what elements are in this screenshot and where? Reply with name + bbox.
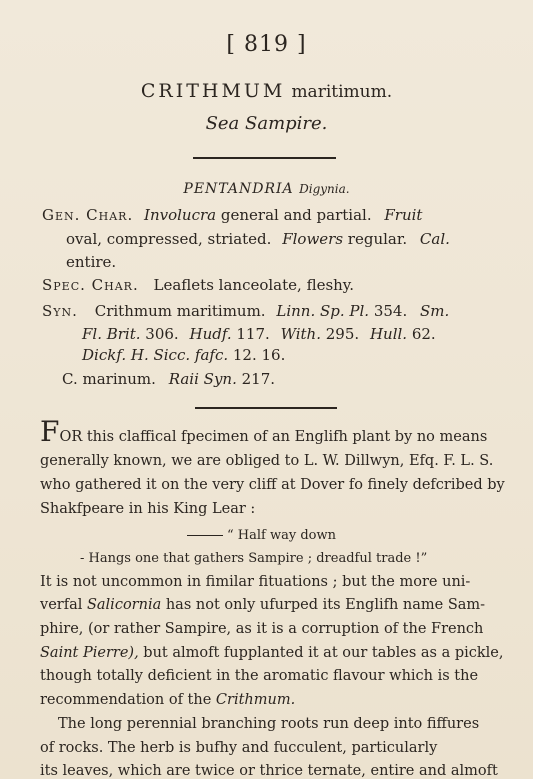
specific-character-line: Spec. Char. Leaflets lanceolate, fleshy. — [42, 276, 355, 294]
paragraph-line: It is not uncommon in fimilar fituations ; but the more uni- — [40, 574, 471, 590]
generic-character-line: entire. — [66, 253, 117, 271]
species-name: maritimum. — [291, 82, 393, 102]
syn-label: Syn. — [42, 302, 78, 320]
paragraph-line: verfal Salicornia has not only ufurped its Englifh name Sam- — [40, 597, 486, 613]
quotation-line: - Hangs one that gathers Sampire ; dreadful trade !” — [80, 551, 428, 566]
paragraph-line: Shakfpeare in his King Lear : — [40, 501, 256, 517]
paragraph-line: The long perennial branching roots run deep into fiffures — [58, 716, 480, 732]
synonym-line: Syn. Crithmum maritimum. Linn. Sp. Pl. 354. Sm. — [42, 302, 450, 320]
paragraph-line: of rocks. The herb is bufhy and fucculent, particularly — [40, 740, 438, 756]
quotation-line: “ Half way down — [187, 528, 336, 543]
paragraph-line: though totally deficient in the aromatic flavour which is the — [40, 668, 479, 684]
paragraph-line: its leaves, which are twice or thrice ternate, entire and almoft — [40, 763, 498, 779]
order-name: Digynia. — [299, 182, 350, 196]
synonym-line: C. marinum. Raii Syn. 217. — [62, 370, 276, 388]
gen-char-label: Gen. Char. — [42, 206, 134, 224]
paragraph-line: who gathered it on the very cliff at Dover fo finely defcribed by — [40, 477, 505, 493]
plant-title — [0, 80, 533, 102]
paragraph-line: FOR this claffical fpecimen of an Englifh plant by no means — [40, 415, 488, 448]
generic-character-line: oval, compressed, striated. Flowers regular. Cal. — [66, 230, 450, 248]
divider-rule — [193, 157, 336, 159]
page-number: [ 819 ] — [226, 32, 307, 57]
divider-rule — [195, 407, 337, 409]
spec-char-label: Spec. Char. — [42, 276, 139, 294]
class-name: PENTANDRIA — [183, 181, 294, 197]
synonym-line: Fl. Brit. 306. Hudf. 117. With. 295. Hull. 62. — [82, 325, 436, 343]
common-name: Sea Sampire. — [205, 113, 328, 134]
generic-character-line: Gen. Char. Involucra general and partial. Fruit — [42, 206, 423, 224]
paragraph-line: recommendation of the Crithmum. — [40, 692, 296, 708]
paragraph-line: generally known, we are obliged to L. W. Dillwyn, Efq. F. L. S. — [40, 453, 494, 469]
paragraph-line: Saint Pierre), but almoft fupplanted it at our tables as a pickle, — [40, 645, 504, 661]
drop-cap: F — [40, 415, 60, 448]
genus-name: CRITHMUM — [140, 80, 286, 102]
paragraph-line: phire, (or rather Sampire, as it is a corruption of the French — [40, 621, 484, 637]
quote-dash — [187, 535, 223, 536]
synonym-line: Dickf. H. Sicc. fafc. 12. 16. — [82, 346, 286, 364]
linnaean-class — [0, 181, 533, 197]
